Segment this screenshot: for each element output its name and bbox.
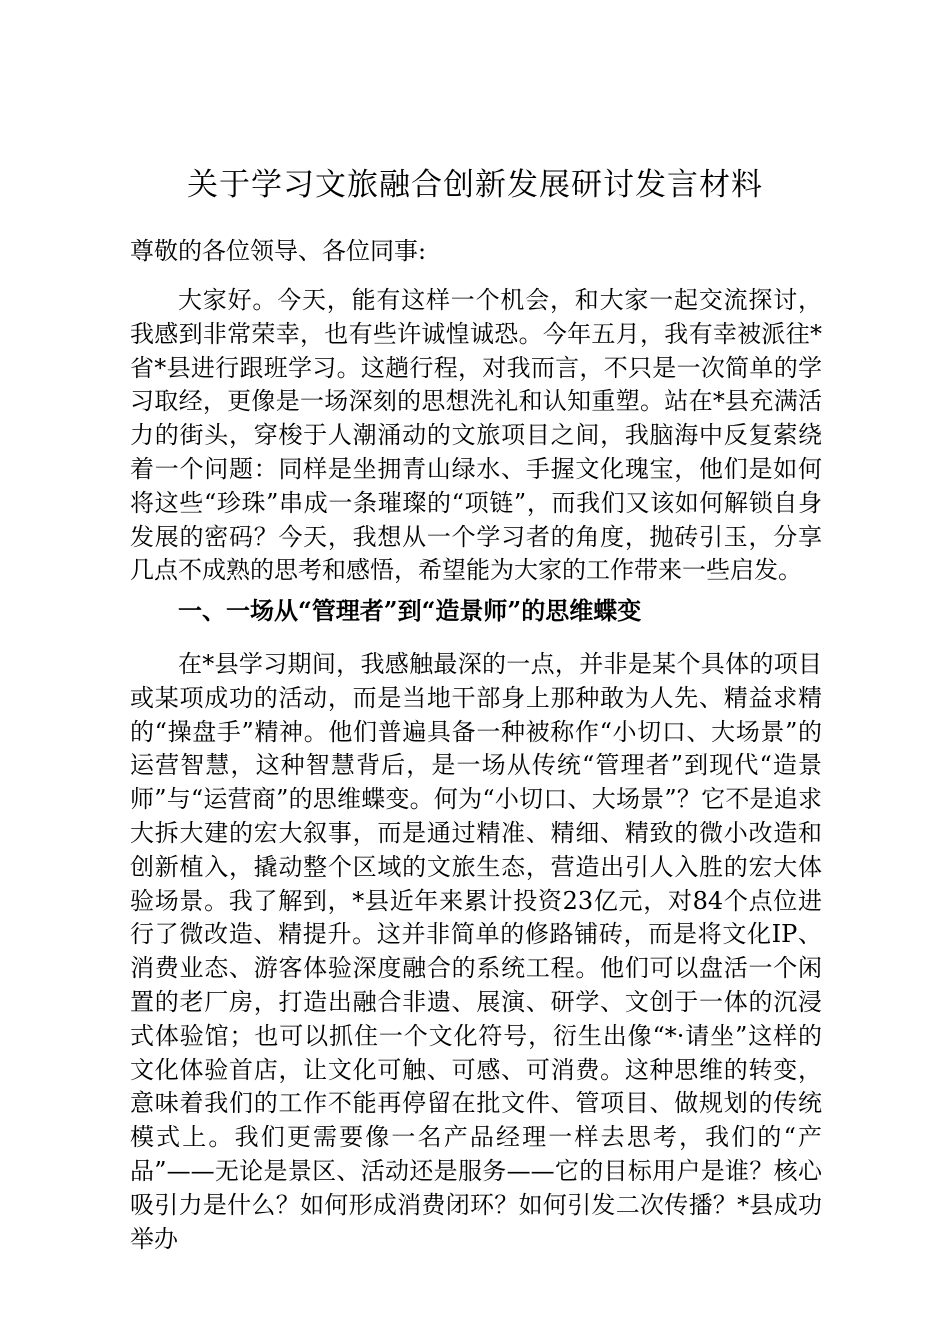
body-paragraph-intro: 大家好。今天，能有这样一个机会，和大家一起交流探讨，我感到非常荣幸，也有些许诚惶诚恐。今年五月，我有幸被派往*省*县进行跟班学习。这趟行程，对我而言，不只是一次简单的学习取经，更像是一场深刻的思想洗礼和认知重塑。站在*县充满活力的街头，穿梭于人潮涌动的文旅项目之间，我脑海中反复萦绕着一个问题：同样是坐拥青山绿水、手握文化瑰宝，他们是如何将这些“珍珠”串成一条璀璨的“项链”，而我们又该如何解锁自身发展的密码？今天，我想从一个学习者的角度，抛砖引玉，分享几点不成熟的思考和感悟，希望能为大家的工作带来一些启发。 [130,286,822,585]
body-paragraph-section-1: 在*县学习期间，我感触最深的一点，并非是某个具体的项目或某项成功的活动，而是当地干部身上那种敢为人先、精益求精的“操盘手”精神。他们普遍具备一种被称作“小切口、大场景”的运营智慧，这种智慧背后，是一场从传统“管理者”到现代“造景师”与“运营商”的思维蝶变。何为“小切口、大场景”？它不是追求大拆大建的宏大叙事，而是通过精准、精细、精致的微小改造和创新植入，撬动整个区域的文旅生态，营造出引人入胜的宏大体验场景。我了解到，*县近年来累计投资23亿元，对84个点位进行了微改造、精提升。这并非简单的修路铺砖，而是将文化IP、消费业态、游客体验深度融合的系统工程。他们可以盘活一个闲置的老厂房，打造出融合非遗、展演、研学、文创于一体的沉浸式体验馆；也可以抓住一个文化符号，衍生出像“*·请坐”这样的文化体验首店，让文化可触、可感、可消费。这种思维的转变，意味着我们的工作不能再停留在批文件、管项目、做规划的传统模式上。我们更需要像一名产品经理一样去思考，我们的“产品”——无论是景区、活动还是服务——它的目标用户是谁？核心吸引力是什么？如何形成消费闭环？如何引发二次传播？*县成功举办 [130,650,822,1253]
salutation: 尊敬的各位领导、各位同事: [130,237,427,265]
document-title: 关于学习文旅融合创新发展研讨发言材料 [187,167,763,203]
section-heading: 一、一场从“管理者”到“造景师”的思维蝶变 [178,596,642,625]
